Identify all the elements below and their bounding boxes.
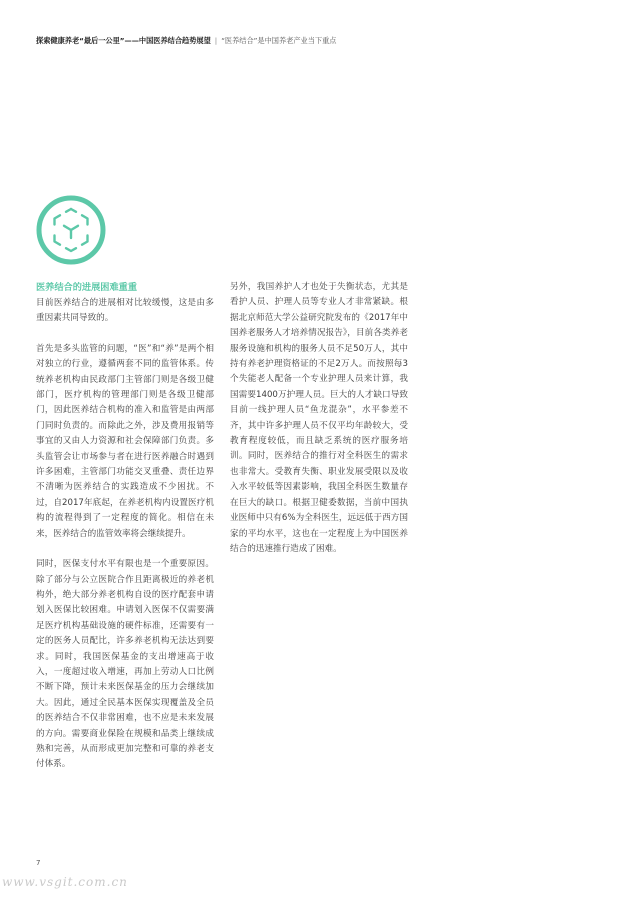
page-header — [36, 36, 606, 46]
page-number: 7 — [36, 859, 41, 867]
right-column — [230, 280, 408, 572]
paragraph: 目前医养结合的进展相对比较缓慢，这是由多重因素共同导致的。 — [36, 298, 214, 324]
header-title: 探索健康养老“最后一公里”——中国医养结合趋势展望 — [36, 36, 211, 45]
cube-icon-graphic — [36, 195, 106, 265]
paragraph: 同时，医保支付水平有限也是一个重要原因。除了部分与公立医院合作且距离极近的养老机构外，绝大部分养老机构自设的医疗配套申请划入医保比较困难。申请划入医保不仅需要满足医疗机构基础设施的硬件标准，还需要有一定的医务人员配比，许多养老机构无法达到要求。同时，我国医保基金的支出增速高于收入，一度超过收入增速，再加上劳动人口比例不断下降，预计未来医保基金的压力会继续加大。因此，通过全民基本医保实现覆盖及全员的医养结合不仅非常困难，也不应是未来发展的方向。需要商业保险在规模和品类上继续成熟和完善，从而形成更加完整和可靠的养老支付体系。 — [36, 559, 214, 770]
left-column — [36, 296, 214, 788]
watermark: www.vsgit.com.cn — [2, 875, 128, 889]
header-separator: | — [214, 36, 218, 45]
header-subtitle: “医养结合”是中国养老产业当下重点 — [221, 36, 337, 45]
section-title — [36, 281, 216, 294]
paragraph: 首先是多头监管的问题，“医”和“养”是两个相对独立的行业，遵循两套不同的监管体系。传统养老机构由民政部门主管部门则是各级卫健部门，医疗机构的管理部门则是各级卫健部门，因此医养结合机构的准入和监管是由两部门同时负责的。而除此之外，涉及费用报销等事宜的又由人力资源和社会保障部门负责。多头监管会让市场参与者在进行医养融合时遇到许多困难，主管部门功能交叉重叠、责任边界不清晰为医养结合的实践造成不少困扰。不过，自2017年底起，在养老机构内设置医疗机构的流程得到了一定程度的简化。相信在未来，医养结合的监管效率将会继续提升。 — [36, 343, 214, 539]
paragraph: 另外，我国养护人才也处于失衡状态，尤其是看护人员、护理人员等专业人才非常紧缺。根据北京师范大学公益研究院发布的《2017年中国养老服务人才培养情况报告》，目前各类养老服务设施和机构的服务人员不足50万人，其中持有养老护理资格证的不足2万人。而按照每3个失能老人配备一个专业护理人员来计算，我国需要1400万护理人员。巨大的人才缺口导致目前一线护理人员“鱼龙混杂”，水平参差不齐，其中许多护理人员不仅平均年龄较大，受教育程度较低，而且缺乏系统的医疗服务培训。同时，医养结合的推行对全科医生的需求也非常大。受教育失衡、职业发展受限以及收入水平较低等因素影响，我国全科医生数量存在巨大的缺口。根据卫健委数据，当前中国执业医师中只有6%为全科医生，远远低于西方国家的平均水平，这也在一定程度上为中国医养结合的迅速推行造成了困难。 — [230, 282, 408, 554]
cube-icon — [36, 195, 106, 265]
section-title-text: 医养结合的进展困难重重 — [36, 282, 138, 293]
